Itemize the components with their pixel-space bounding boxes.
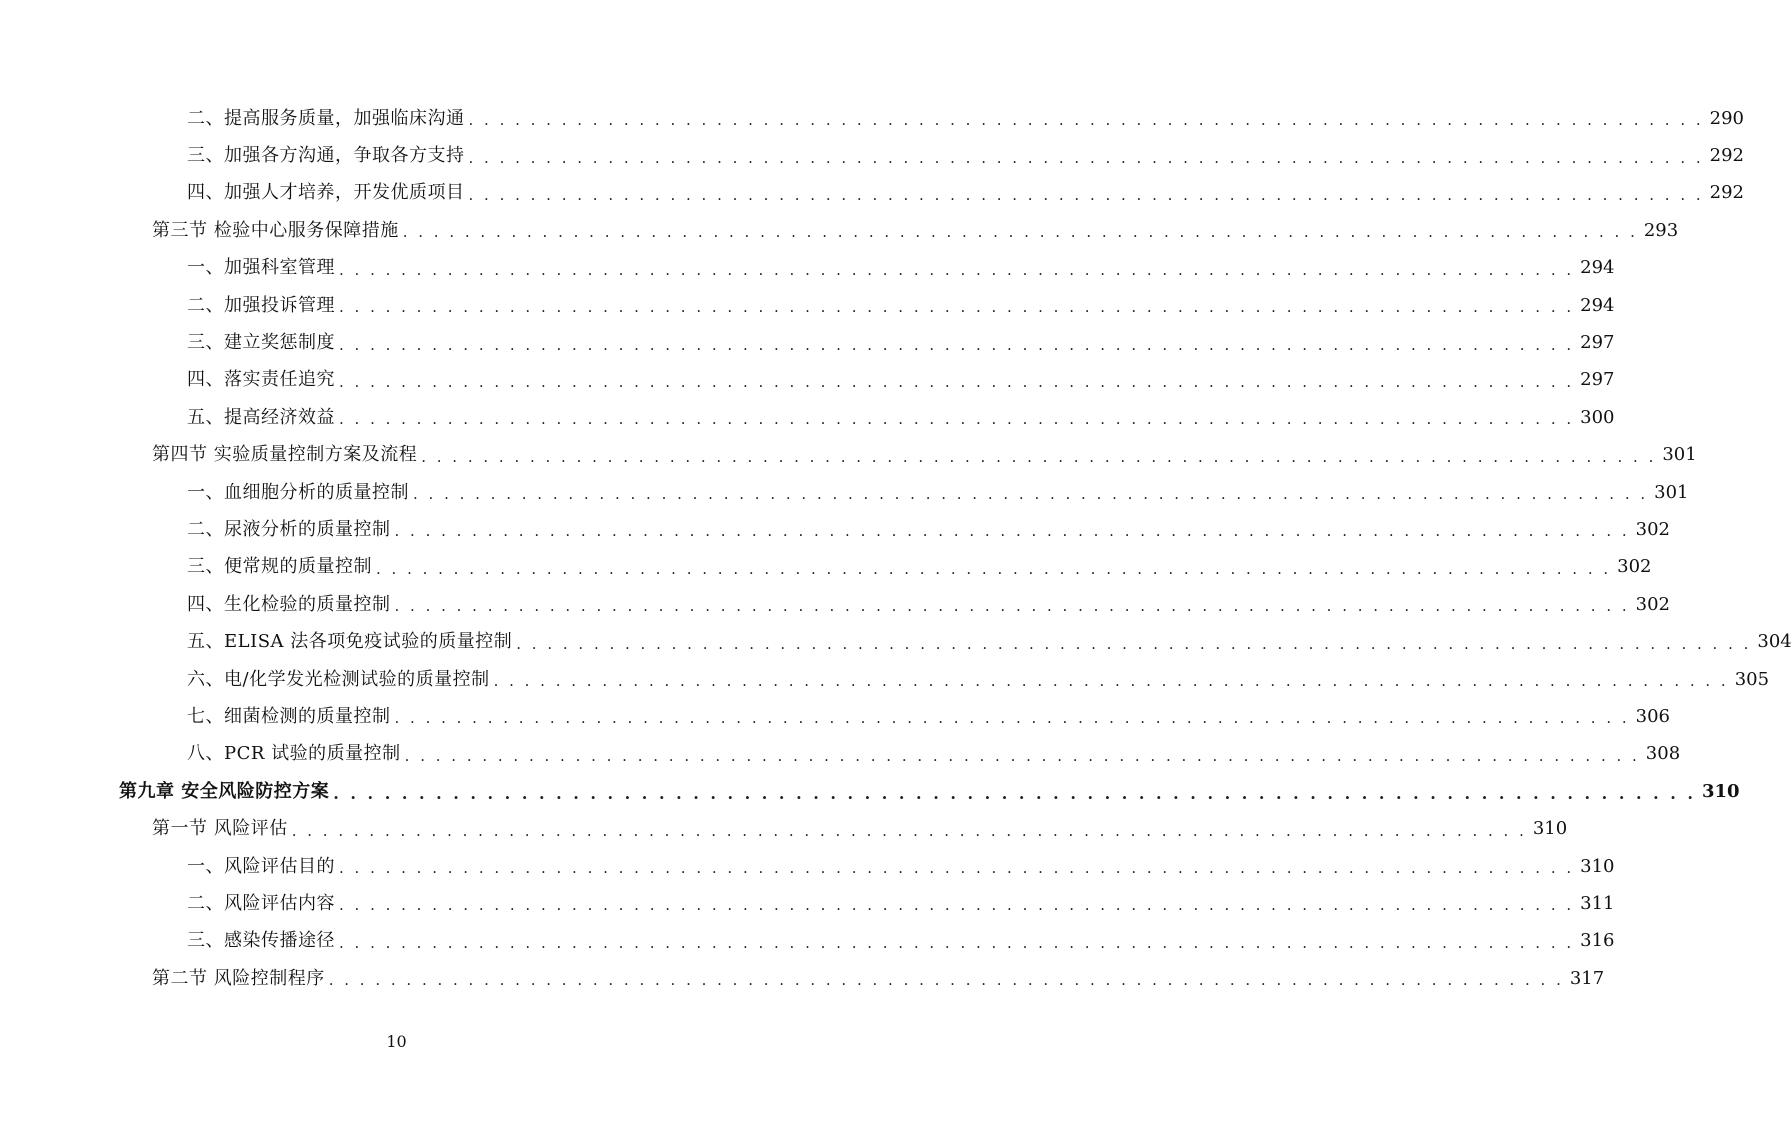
toc-leader-dots: . . . . . . . . . . . . . . . . . . . . . . . . . . . . . . . . . . . . . . . . . . . . . . . . . . . . . . . . . . . . . . . . . . . . . . . . . . . . . . . . [402,223,1638,242]
toc-entry-title: 第三节 检验中心服务保障措施 [152,219,399,241]
toc-leader-dots: . . . . . . . . . . . . . . . . . . . . . . . . . . . . . . . . . . . . . . . . . . . . . . . . . . . . . . . . . . . . . . . . . . . . . . . . . . . . . . . . [339,410,1575,429]
toc-entry-page: 301 [1662,444,1697,466]
toc-entry-title: 七、细菌检测的质量控制 [187,705,391,727]
toc-entry-item[interactable] [0,324,1615,361]
toc-entry-chapter[interactable] [0,773,1740,810]
toc-leader-dots: . . . . . . . . . . . . . . . . . . . . . . . . . . . . . . . . . . . . . . . . . . . . . . . . . . . . . . . . . . . . . . . . . . . . . . . . . . . . . . . . [421,447,1657,466]
toc-entry-item[interactable] [0,885,1615,922]
toc-leader-dots: . . . . . . . . . . . . . . . . . . . . . . . . . . . . . . . . . . . . . . . . . . . . . . . . . . . . . . . . . . . . . . . . . . . . . . . . . . . . . . . . [413,485,1649,504]
toc-entry-item[interactable] [0,362,1615,399]
toc-entry-item[interactable] [0,923,1615,960]
toc-entry-section[interactable] [0,212,1679,249]
toc-leader-dots: . . . . . . . . . . . . . . . . . . . . . . . . . . . . . . . . . . . . . . . . . . . . . . . . . . . . . . . . . . . . . . . . . . . . . . . . . . . . . . . . [339,298,1575,317]
toc-entry-item[interactable] [0,511,1670,548]
toc-leader-dots: . . . . . . . . . . . . . . . . . . . . . . . . . . . . . . . . . . . . . . . . . . . . . . . . . . . . . . . . . . . . . . . . . . . . . . . . . . . . . . . . [394,597,1630,616]
toc-leader-dots: . . . . . . . . . . . . . . . . . . . . . . . . . . . . . . . . . . . . . . . . . . . . . . . . . . . . . . . . . . . . . . . . . . . . . . . . . . . . . . . . [468,111,1704,130]
toc-entry-title: 八、PCR 试验的质量控制 [187,743,401,765]
toc-entry-page: 308 [1645,743,1681,765]
toc-entry-title: 二、加强投诉管理 [187,294,335,316]
toc-entry-page: 306 [1635,705,1670,727]
toc-entry-section[interactable] [0,960,1605,997]
toc-entry-page: 302 [1635,518,1670,540]
toc-entry-item[interactable] [0,623,1792,660]
toc-entry-page: 310 [1580,855,1615,877]
toc-leader-dots: . . . . . . . . . . . . . . . . . . . . . . . . . . . . . . . . . . . . . . . . . . . . . . . . . . . . . . . . . . . . . . . . . . . . . . . . . . . . . . . . [394,522,1630,541]
toc-leader-dots: . . . . . . . . . . . . . . . . . . . . . . . . . . . . . . . . . . . . . . . . . . . . . . . . . . . . . . . . . . . . . . . . . . . . . . . . . . . . . . . . [339,933,1575,952]
toc-entry-item[interactable] [0,549,1652,586]
toc-leader-dots: . . . . . . . . . . . . . . . . . . . . . . . . . . . . . . . . . . . . . . . . . . . . . . . . . . . . . . . . . . . . . . . . . . . . . . . . . . . . . . . . [339,859,1575,877]
toc-entry-item[interactable] [0,250,1615,287]
toc-entry-page: 292 [1709,182,1744,204]
toc-entry-page: 297 [1580,332,1615,354]
toc-entry-title: 三、建立奖惩制度 [187,332,335,354]
toc-leader-dots: . . . . . . . . . . . . . . . . . . . . . . . . . . . . . . . . . . . . . . . . . . . . . . . . . . . . . . . . . . . . . . . . . . . . . . . . . . . . . . . . [333,783,1696,803]
toc-entry-title: 四、加强人才培养，开发优质项目 [187,182,465,204]
toc-entry-item[interactable] [0,287,1615,324]
page-number: 10 [386,1032,407,1051]
toc-leader-dots: . . . . . . . . . . . . . . . . . . . . . . . . . . . . . . . . . . . . . . . . . . . . . . . . . . . . . . . . . . . . . . . . . . . . . . . . . . . . . . . . [468,185,1704,204]
toc-entry-title: 三、感染传播途径 [187,930,335,952]
table-of-contents [0,100,1792,997]
toc-leader-dots: . . . . . . . . . . . . . . . . . . . . . . . . . . . . . . . . . . . . . . . . . . . . . . . . . . . . . . . . . . . . . . . . . . . . . . . . . . . . . . . . [291,821,1527,840]
toc-leader-dots: . . . . . . . . . . . . . . . . . . . . . . . . . . . . . . . . . . . . . . . . . . . . . . . . . . . . . . . . . . . . . . . . . . . . . . . . . . . . . . . . [404,746,1640,765]
toc-entry-item[interactable] [0,175,1744,212]
toc-entry-item[interactable] [0,100,1744,137]
toc-entry-title: 一、加强科室管理 [187,257,335,279]
toc-entry-page: 293 [1643,219,1679,241]
toc-leader-dots: . . . . . . . . . . . . . . . . . . . . . . . . . . . . . . . . . . . . . . . . . . . . . . . . . . . . . . . . . . . . . . . . . . . . . . . . . . . . . . . . [328,971,1564,990]
toc-leader-dots: . . . . . . . . . . . . . . . . . . . . . . . . . . . . . . . . . . . . . . . . . . . . . . . . . . . . . . . . . . . . . . . . . . . . . . . . . . . . . . . . [339,372,1575,391]
toc-entry-title: 第四节 实验质量控制方案及流程 [152,444,418,466]
toc-entry-page: 300 [1580,406,1615,428]
toc-entry-title: 二、风险评估内容 [187,892,335,914]
toc-entry-item[interactable] [0,736,1681,773]
toc-entry-page: 305 [1734,668,1770,690]
toc-leader-dots: . . . . . . . . . . . . . . . . . . . . . . . . . . . . . . . . . . . . . . . . . . . . . . . . . . . . . . . . . . . . . . . . . . . . . . . . . . . . . . . . [468,148,1704,167]
toc-entry-title: 四、生化检验的质量控制 [187,593,391,615]
toc-leader-dots: . . . . . . . . . . . . . . . . . . . . . . . . . . . . . . . . . . . . . . . . . . . . . . . . . . . . . . . . . . . . . . . . . . . . . . . . . . . . . . . . [339,896,1575,915]
toc-entry-title: 一、风险评估目的 [187,855,335,877]
toc-leader-dots: . . . . . . . . . . . . . . . . . . . . . . . . . . . . . . . . . . . . . . . . . . . . . . . . . . . . . . . . . . . . . . . . . . . . . . . . . . . . . . . . [339,260,1575,279]
toc-entry-item[interactable] [0,698,1670,735]
toc-entry-title: 第九章 安全风险防控方案 [119,780,330,802]
toc-entry-title: 二、提高服务质量，加强临床沟通 [187,107,465,129]
toc-entry-section[interactable] [0,437,1697,474]
toc-entry-page: 297 [1580,369,1615,391]
toc-entry-item[interactable] [0,586,1670,623]
toc-entry-title: 三、便常规的质量控制 [187,556,372,578]
toc-entry-title: 第一节 风险评估 [152,818,288,840]
toc-leader-dots: . . . . . . . . . . . . . . . . . . . . . . . . . . . . . . . . . . . . . . . . . . . . . . . . . . . . . . . . . . . . . . . . . . . . . . . . . . . . . . . . [493,672,1729,691]
toc-entry-page: 292 [1709,145,1744,167]
toc-entry-page: 301 [1654,481,1689,503]
toc-leader-dots: . . . . . . . . . . . . . . . . . . . . . . . . . . . . . . . . . . . . . . . . . . . . . . . . . . . . . . . . . . . . . . . . . . . . . . . . . . . . . . . . [516,634,1752,653]
toc-entry-page: 316 [1580,930,1615,952]
toc-entry-page: 294 [1580,294,1615,316]
toc-entry-item[interactable] [0,848,1615,885]
toc-leader-dots: . . . . . . . . . . . . . . . . . . . . . . . . . . . . . . . . . . . . . . . . . . . . . . . . . . . . . . . . . . . . . . . . . . . . . . . . . . . . . . . . [394,709,1630,728]
toc-entry-item[interactable] [0,137,1744,174]
toc-entry-page: 304 [1757,631,1792,653]
toc-entry-title: 五、ELISA 法各项免疫试验的质量控制 [187,631,513,653]
toc-entry-item[interactable] [0,399,1615,436]
toc-entry-title: 第二节 风险控制程序 [152,967,325,989]
toc-entry-page: 302 [1635,593,1670,615]
toc-entry-page: 310 [1701,780,1740,802]
toc-entry-page: 311 [1580,892,1615,914]
toc-entry-title: 三、加强各方沟通，争取各方支持 [187,145,465,167]
toc-entry-title: 六、电/化学发光检测试验的质量控制 [187,668,490,690]
toc-entry-title: 二、尿液分析的质量控制 [187,518,391,540]
toc-entry-title: 四、落实责任追究 [187,369,335,391]
toc-entry-item[interactable] [0,661,1770,698]
toc-entry-page: 302 [1617,556,1652,578]
toc-entry-page: 294 [1580,257,1615,279]
toc-entry-page: 317 [1569,967,1605,989]
toc-entry-title: 五、提高经济效益 [187,406,335,428]
toc-entry-page: 290 [1709,107,1744,129]
toc-leader-dots: . . . . . . . . . . . . . . . . . . . . . . . . . . . . . . . . . . . . . . . . . . . . . . . . . . . . . . . . . . . . . . . . . . . . . . . . . . . . . . . . [376,559,1612,578]
toc-entry-page: 310 [1532,818,1568,840]
toc-entry-item[interactable] [0,474,1689,511]
toc-entry-title: 一、血细胞分析的质量控制 [187,481,409,503]
toc-leader-dots: . . . . . . . . . . . . . . . . . . . . . . . . . . . . . . . . . . . . . . . . . . . . . . . . . . . . . . . . . . . . . . . . . . . . . . . . . . . . . . . . [339,335,1575,354]
toc-entry-section[interactable] [0,810,1568,847]
